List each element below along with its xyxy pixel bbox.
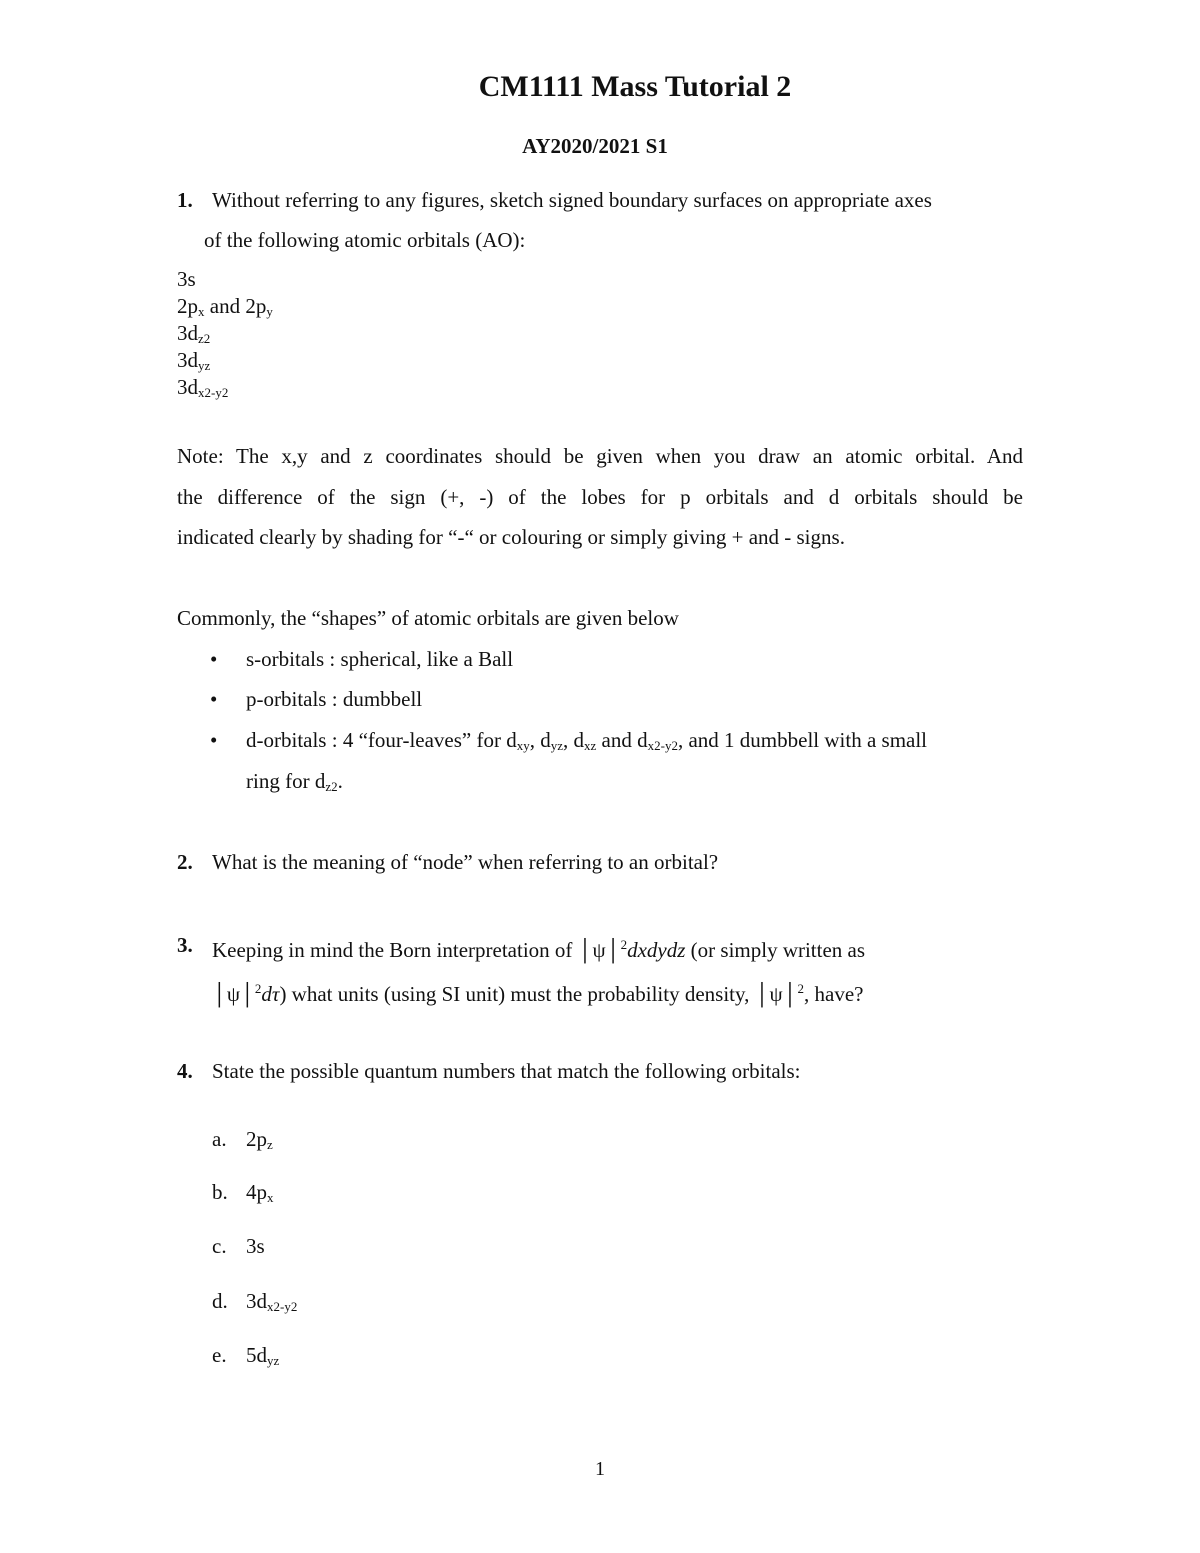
question-3-line1: Keeping in mind the Born interpretation of │ψ│$^2$dxdydz (or simply written as — [212, 937, 866, 962]
question-2-number: 2. — [177, 850, 193, 874]
q4-item-letter: c. — [212, 1234, 227, 1258]
q4-item-letter: e. — [212, 1343, 227, 1367]
question-2-text: What is the meaning of “node” when referring to an orbital? — [212, 850, 719, 874]
bullet-s-orbitals: s-orbitals : spherical, like a Ball — [246, 647, 514, 671]
orbital-3dyz: $3d_{yz}$ — [177, 348, 211, 373]
note-line2: the difference of the sign (+, -) of the lobes for p orbitals and d orbitals should be — [177, 485, 1023, 509]
question-1-line1: Without referring to any figures, sketch signed boundary surfaces on appropriate axes — [212, 188, 932, 212]
orbital-3dz2: $3d_{z2}$ — [177, 321, 211, 346]
q4-item-orbital: $4p_x$ — [246, 1180, 274, 1205]
q4-item-letter: a. — [212, 1127, 227, 1151]
question-4-text: State the possible quantum numbers that match the following orbitals: — [212, 1059, 801, 1083]
orbital-2px-2py: $2p_x$ and $2p_y$ — [177, 294, 273, 319]
orbital-3dx2y2: $3d_{x2-y2}$ — [177, 375, 229, 400]
question-3-line2: │ψ│$^2$dτ) what units (using SI unit) must the probability density, │ψ│$^2$, have? — [212, 981, 864, 1006]
q4-item-orbital: $5d_{yz}$ — [246, 1343, 280, 1368]
bullet-icon: • — [210, 687, 218, 711]
q4-item-orbital: 3s — [246, 1234, 265, 1258]
orbital-3s — [177, 266, 196, 293]
note-line1: Note: The x,y and z coordinates should be given when you draw an atomic orbital. And — [177, 444, 1023, 468]
bullet-icon: • — [210, 647, 218, 671]
orbital-main: 3s — [177, 267, 196, 291]
question-3-number: 3. — [177, 933, 193, 957]
q4-item-orbital: $2p_z$ — [246, 1127, 273, 1152]
question-1-line2: of the following atomic orbitals (AO): — [204, 228, 526, 252]
note-line3: indicated clearly by shading for “-“ or colouring or simply giving + and - signs. — [177, 525, 845, 549]
document-title: CM1111 Mass Tutorial 2 — [478, 70, 792, 103]
bullet-d-orbitals: d-orbitals : 4 “four-leaves” for $d_{xy}$, $d_{yz}$, $d_{xz}$ and $d_{x2-y2}$, and 1 dumbbell with a small — [246, 728, 928, 753]
question-4-number: 4. — [177, 1059, 193, 1083]
question-1-number: 1. — [177, 188, 193, 212]
bullet-icon: • — [210, 728, 218, 752]
page-number: 1 — [595, 1458, 605, 1480]
bullet-d-orbitals-line2: ring for $d_{z2}$. — [246, 769, 343, 794]
document-subtitle: AY2020/2021 S1 — [522, 134, 668, 158]
bullet-p-orbitals: p-orbitals : dumbbell — [246, 687, 423, 711]
q4-item-letter: d. — [212, 1289, 228, 1313]
q4-item-orbital: $3d_{x2-y2}$ — [246, 1289, 298, 1314]
shapes-intro: Commonly, the “shapes” of atomic orbitals are given below — [177, 606, 679, 630]
q4-item-letter: b. — [212, 1180, 228, 1204]
